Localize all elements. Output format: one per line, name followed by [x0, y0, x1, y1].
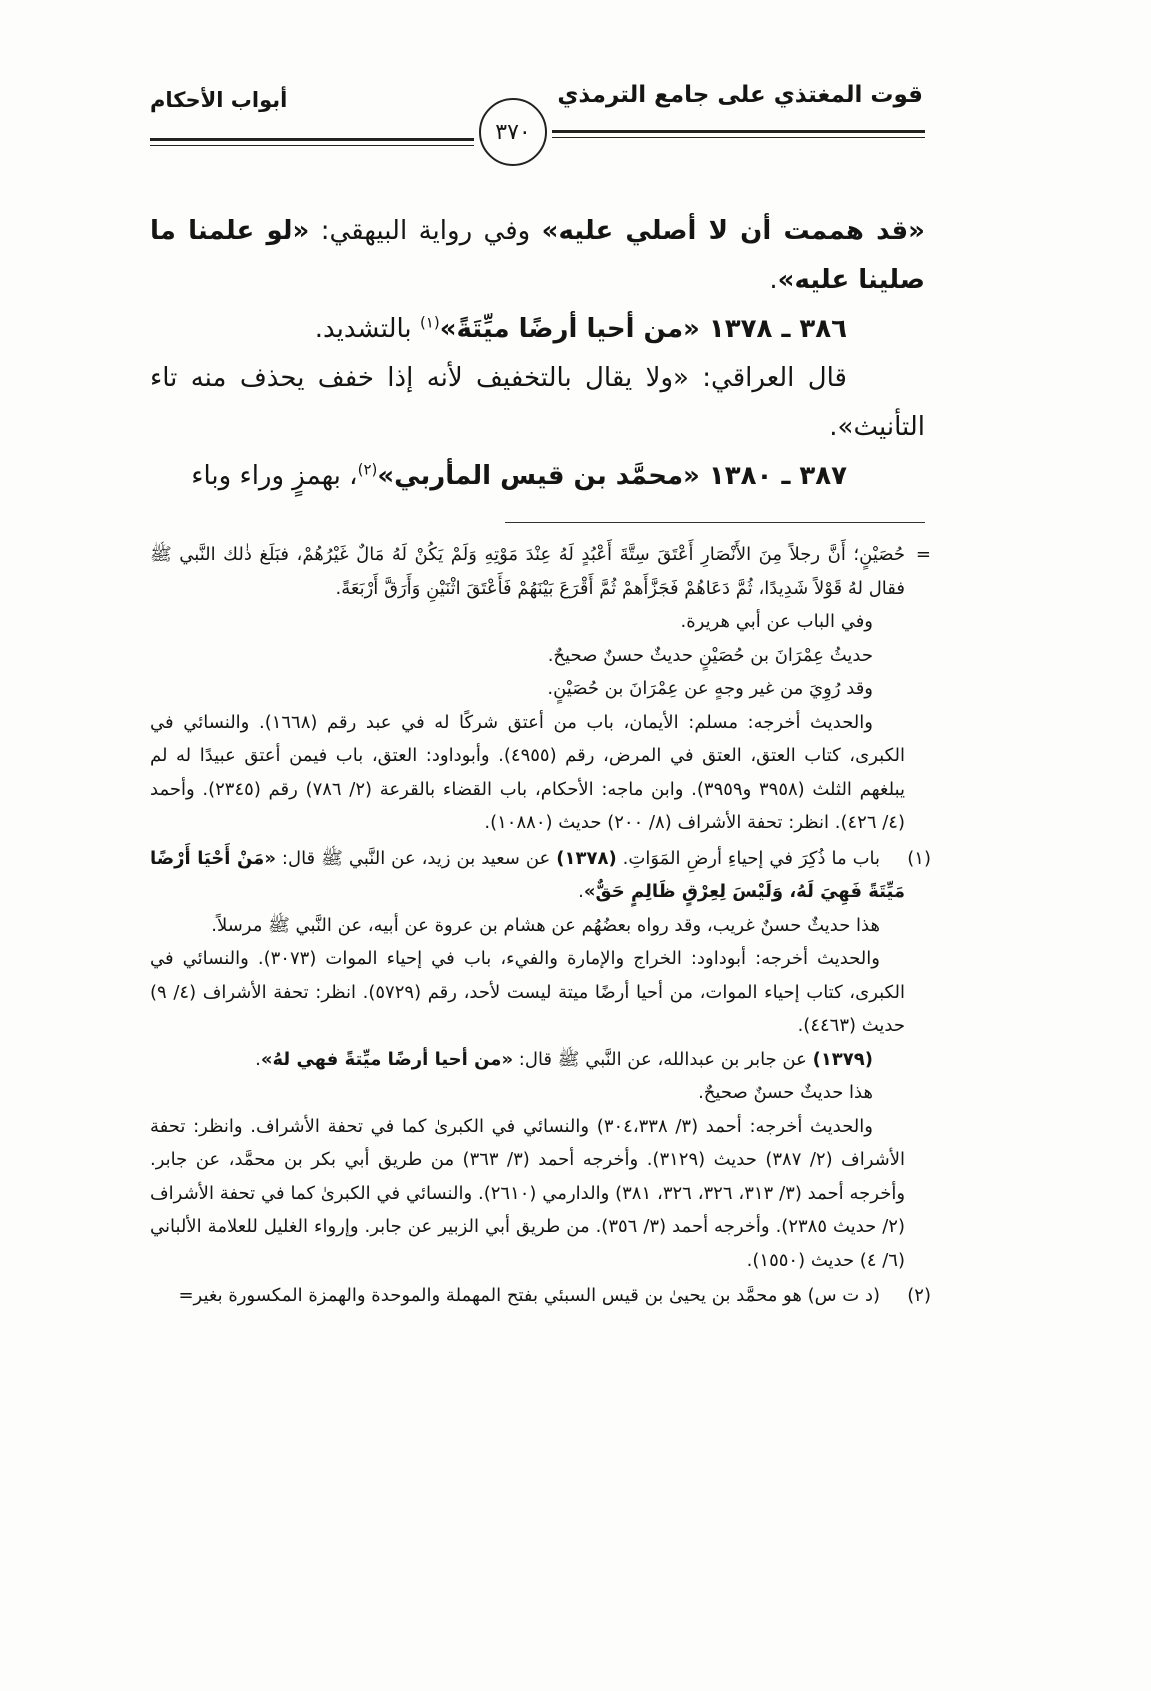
main-paragraph-iraqi	[150, 354, 925, 452]
footnote-paragraph: والحديث أخرجه: أبوداود: الخراج والإمارة والفيء، باب في إحياء الموات (٣٠٧٣). والنسائي في الكبرى، كتاب إحياء الموات، من أحيا أرضًا ميتة ليست لأحد، رقم (٥٧٢٩). انظر: تحفة الأشراف (٤/ ٩) حديث (٤٤٦٣).	[150, 948, 905, 1036]
text-segment: .	[578, 881, 584, 902]
footnote-1	[150, 842, 931, 1278]
text-segment: .	[255, 1048, 261, 1070]
text-segment: ، بهمزٍ وراء وباء	[191, 461, 358, 491]
quote-segment: «قد هممت أن لا أصلي عليه»	[541, 216, 925, 246]
footnote-paragraph: (د ت س) هو محمَّد بن يحيىٰ بن قيس السبئي بفتح المهملة والموحدة والهمزة المكسورة بغير=	[178, 1285, 880, 1306]
footnote-paragraph: هذا حديثٌ حسنٌ صحيحٌ.	[698, 1082, 873, 1103]
header-double-rule-right	[552, 130, 925, 138]
hadith-text: «مَنْ أَحْيَا أَرْضًا مَيِّتَةً فَهِيَ لَهُ، وَلَيْسَ لِعِرْقٍ ظَالِمٍ حَقٌّ»	[150, 847, 905, 902]
page-number-circle	[479, 98, 547, 166]
hadith-number: (١٣٧٩)	[812, 1048, 873, 1070]
text-segment: وفي رواية البيهقي:	[309, 216, 542, 246]
footnote-paragraph	[150, 842, 905, 909]
footnote-paragraph: حُصَيْنٍ؛ أَنَّ رجلاً مِنَ الأَنْصَارِ أَعْتَقَ سِتَّةَ أَعْبُدٍ لَهُ عِنْدَ مَوْتِهِ وَلَمْ يَكُنْ لَهُ مَالٌ غَيْرُهُمْ، فبَلَغ ذٰلك النَّبي ﷺ فقال لهُ قَوْلاً شَدِيدًا، ثُمَّ دَعَاهُمْ فَجَزَّأَهمْ ثُمَّ أَقْرَعَ بَيْنَهُمْ فَأَعْتَقَ اثْنَيْنِ وَأَرَقَّ أَرْبَعَةً.	[150, 544, 905, 599]
footnote-number-1: (١)	[907, 847, 931, 869]
text-segment: عن سعيد بن زيد، عن النَّبي ﷺ قال:	[275, 847, 557, 869]
footnote-ref-2: (٢)	[357, 460, 378, 479]
footnote-number-2: (٢)	[907, 1285, 931, 1306]
entry-heading: ٣٨٦ ـ ١٣٧٨ «من أحيا أرضًا ميِّتَةً»	[439, 314, 847, 344]
footnotes	[150, 538, 931, 1313]
footnote-paragraph: وفي الباب عن أبي هريرة.	[680, 611, 873, 632]
footnote-paragraph: والحديث أخرجه: مسلم: الأيمان، باب من أعتق شركًا له في عبد رقم (١٦٦٨). والنسائي في الكبرى، كتاب العتق، العتق في المرض، رقم (٤٩٥٥). وأبوداود: العتق، باب فيمن أعتق عبيدًا له لم يبلغهم الثلث (٣٩٥٨ و٣٩٥٩). وابن ماجه: الأحكام، باب القضاء بالقرعة (٢/ ٧٨٦) رقم (٢٣٤٥). وأحمد (٤/ ٤٢٦). انظر: تحفة الأشراف (٨/ ٢٠٠) حديث (١٠٨٨٠).	[150, 711, 906, 833]
main-paragraph-386	[150, 305, 925, 354]
main-paragraph-387	[150, 452, 925, 501]
page-number: ٣٧٠	[495, 119, 531, 145]
text-segment: بالتشديد.	[314, 314, 420, 344]
text-segment: باب ما ذُكِرَ في إحياءِ أرضِ المَوَاتِ.	[616, 847, 881, 869]
quote-segment: «لو علمنا ما صلينا عليه»	[150, 216, 925, 295]
hadith-text: «من أحيا أرضًا ميِّتةً فهي لهُ»	[260, 1048, 514, 1070]
text-segment: قال العراقي: «ولا يقال بالتخفيف لأنه إذا خفف يحذف منه تاء التأنيث».	[150, 363, 925, 442]
header-double-rule-left	[150, 138, 474, 146]
entry-heading: ٣٨٧ ـ ١٣٨٠ «محمَّد بن قيس المأربي»	[377, 461, 847, 491]
main-paragraph-1	[150, 207, 925, 305]
text-segment: .	[769, 265, 778, 295]
running-header-book-title: قوت المغتذي على جامع الترمذي	[557, 82, 923, 108]
footnote-paragraph: حديثُ عِمْرَانَ بن حُصَيْنٍ حديثٌ حسنٌ صحيحٌ.	[547, 644, 873, 666]
hadith-number: (١٣٧٨)	[556, 847, 617, 869]
footnote-ref-1: (١)	[419, 313, 440, 332]
page-body	[150, 207, 931, 1313]
main-text	[150, 207, 925, 501]
footnote-paragraph: وقد رُوِيَ من غير وجهٍ عن عِمْرَانَ بن حُصَيْنٍ.	[547, 678, 873, 699]
footnote-2	[150, 1279, 931, 1313]
footnote-paragraph	[150, 1043, 905, 1077]
footnote-separator	[505, 522, 925, 523]
text-segment: عن جابر بن عبدالله، عن النَّبي ﷺ قال:	[513, 1048, 813, 1070]
footnote-paragraph: هذا حديثٌ حسنٌ غريب، وقد رواه بعضُهُم عن هشام بن عروة عن أبيه، عن النَّبي ﷺ مرسلاً.	[211, 914, 880, 936]
running-header-section-title: أبواب الأحكام	[150, 88, 288, 112]
footnote-paragraph: والحديث أخرجه: أحمد (٣/ ٣٠٤،٣٣٨) والنسائي في الكبرىٰ كما في تحفة الأشراف. وانظر: تحفة الأشراف (٢/ ٣٨٧) حديث (٣١٢٩). وأخرجه أحمد (٣/ ٣٦٣) من طريق أبي بكر بن محمَّد، عن جابر. وأخرجه أحمد (٣/ ٣١٣، ٣٢٦، ٣٢٦، ٣٨١) والدارمي (٢٦١٠). والنسائي في الكبرىٰ كما في تحفة الأشراف (٢/ حديث ٢٣٨٥). وأخرجه أحمد (٣/ ٣٥٦). من طريق أبي الزبير عن جابر. وإرواء الغليل للعلامة الألباني (٦/ ٤) حديث (١٥٥٠).	[150, 1115, 906, 1271]
footnote-continued	[150, 538, 931, 840]
continuation-marker: =	[915, 544, 931, 565]
